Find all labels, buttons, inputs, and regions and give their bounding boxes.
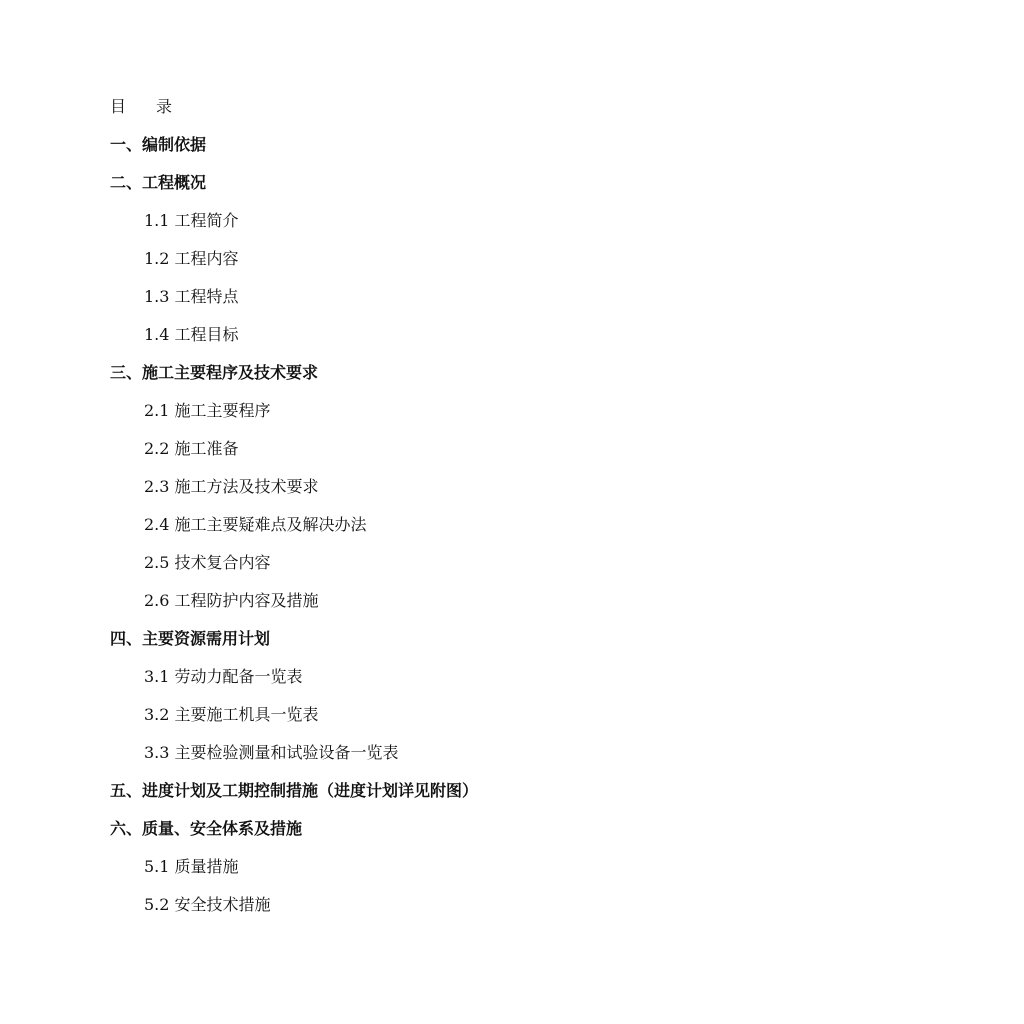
toc-entry-subsection[interactable]: 3.1 劳动力配备一览表 [144, 667, 303, 686]
toc-entry-subsection[interactable]: 2.1 施工主要程序 [144, 401, 271, 420]
toc-entry-subsection[interactable]: 1.3 工程特点 [144, 287, 239, 306]
toc-entry-subsection[interactable]: 3.3 主要检验测量和试验设备一览表 [144, 743, 399, 762]
toc-entry-subsection[interactable]: 2.3 施工方法及技术要求 [144, 477, 319, 496]
toc-title-left: 目 [110, 97, 127, 116]
toc-entry-section[interactable]: 二、工程概况 [110, 173, 207, 192]
toc-list [110, 126, 990, 924]
toc-entry-subsection[interactable]: 1.4 工程目标 [144, 325, 239, 344]
toc-title [110, 88, 990, 126]
toc-entry-subsection[interactable]: 2.4 施工主要疑难点及解决办法 [144, 515, 367, 534]
toc-entry-subsection[interactable]: 1.1 工程简介 [144, 211, 239, 230]
toc-entry-subsection[interactable]: 2.6 工程防护内容及措施 [144, 591, 319, 610]
toc-entry-subsection[interactable]: 5.1 质量措施 [144, 857, 239, 876]
toc-entry-subsection[interactable]: 1.2 工程内容 [144, 249, 239, 268]
toc-entry-section[interactable]: 三、施工主要程序及技术要求 [110, 363, 319, 382]
toc-entry-section[interactable]: 四、主要资源需用计划 [110, 629, 271, 648]
toc-entry-subsection[interactable]: 5.2 安全技术措施 [144, 895, 271, 914]
toc-title-right: 录 [156, 97, 173, 116]
toc-entry-section[interactable]: 五、进度计划及工期控制措施（进度计划详见附图） [110, 781, 479, 800]
table-of-contents [110, 88, 990, 924]
toc-entry-section[interactable]: 一、编制依据 [110, 135, 207, 154]
toc-entry-subsection[interactable]: 2.2 施工准备 [144, 439, 239, 458]
toc-entry-section[interactable]: 六、质量、安全体系及措施 [110, 819, 303, 838]
toc-entry-subsection[interactable]: 3.2 主要施工机具一览表 [144, 705, 319, 724]
toc-entry-subsection[interactable]: 2.5 技术复合内容 [144, 553, 271, 572]
